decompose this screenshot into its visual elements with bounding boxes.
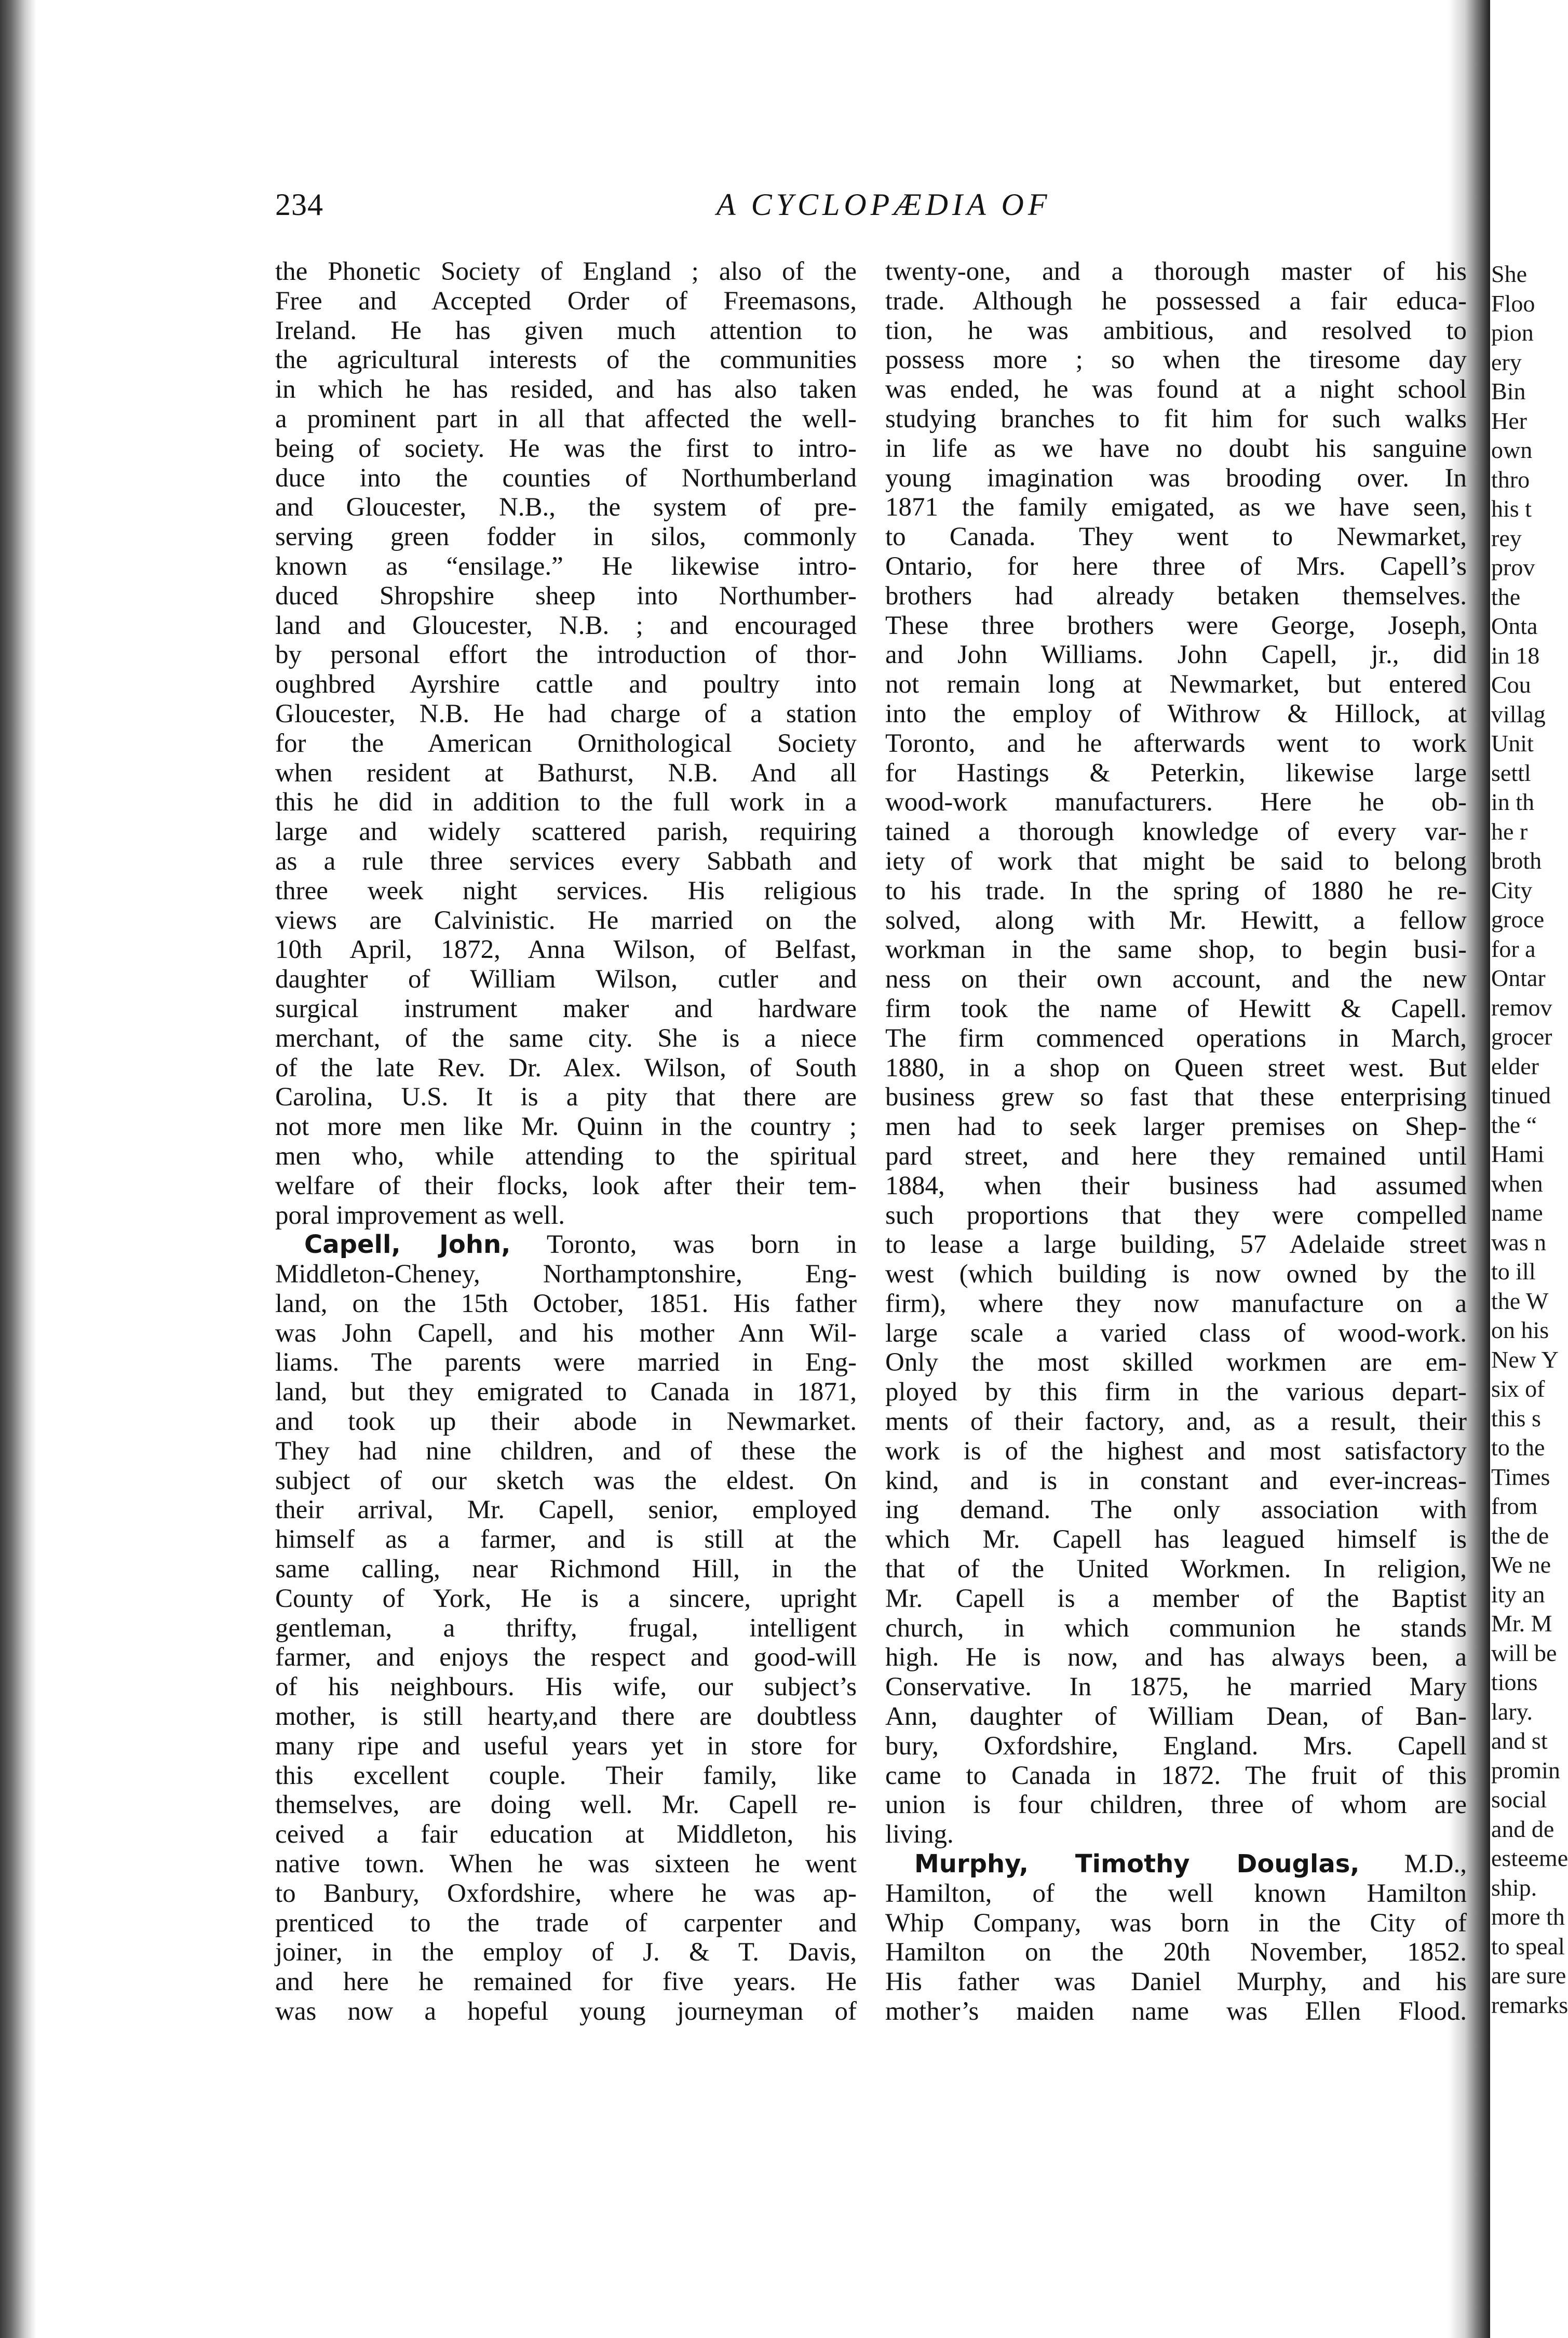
page-number: 234 bbox=[275, 187, 323, 222]
text-line: which Mr. Capell has leagued himself is bbox=[885, 1525, 1467, 1555]
text-line: the Phonetic Society of England ; also of the bbox=[275, 257, 857, 286]
neighbor-fragment-line: grocer bbox=[1491, 1023, 1552, 1050]
neighbor-fragment-line: settl bbox=[1491, 759, 1531, 786]
entry-name-murphy: Murphy, Timothy Douglas, bbox=[914, 1849, 1360, 1879]
text-line: was John Capell, and his mother Ann Wil- bbox=[275, 1318, 857, 1348]
text-line: studying branches to fit him for such walks bbox=[885, 404, 1467, 434]
text-line: when resident at Bathurst, N.B. And all bbox=[275, 758, 857, 788]
neighbor-fragment-line: to speal bbox=[1491, 1932, 1565, 1959]
neighbor-fragment-line: on his bbox=[1491, 1317, 1549, 1343]
text-line: prenticed to the trade of carpenter and bbox=[275, 1908, 857, 1938]
entry-capell-body bbox=[275, 1260, 857, 2026]
text-line: ing demand. The only association with bbox=[885, 1495, 1467, 1525]
text-line: duce into the counties of Northumberland bbox=[275, 463, 857, 493]
text-line: workman in the same shop, to begin busi- bbox=[885, 935, 1467, 965]
text-line: was now a hopeful young journeyman of bbox=[275, 1997, 857, 2026]
neighbor-fragment-line: Hami bbox=[1491, 1141, 1545, 1167]
text-line: not more men like Mr. Quinn in the country ; bbox=[275, 1112, 857, 1142]
neighbor-fragment-line: broth bbox=[1491, 847, 1542, 874]
neighbor-fragment-line: the W bbox=[1491, 1287, 1549, 1314]
text-line: The firm commenced operations in March, bbox=[885, 1023, 1467, 1053]
entry-murphy-timothy-douglas bbox=[885, 1849, 1467, 2026]
text-line: His father was Daniel Murphy, and his bbox=[885, 1967, 1467, 1997]
neighbor-fragment-line: the “ bbox=[1491, 1111, 1537, 1138]
text-line: young imagination was brooding over. In bbox=[885, 463, 1467, 493]
neighbor-fragment-line: New Y bbox=[1491, 1346, 1559, 1373]
text-line: Hamilton, of the well known Hamilton bbox=[885, 1878, 1467, 1908]
entry-name-capell: Capell, John, bbox=[304, 1230, 511, 1260]
text-line: views are Calvinistic. He married on the bbox=[275, 906, 857, 935]
text-line: ployed by this firm in the various depart- bbox=[885, 1377, 1467, 1407]
neighbor-fragment-line: for a bbox=[1491, 935, 1536, 962]
text-line: to Canada. They went to Newmarket, bbox=[885, 522, 1467, 552]
text-line: land, but they emigrated to Canada in 1871, bbox=[275, 1377, 857, 1407]
text-line: Mr. Capell is a member of the Baptist bbox=[885, 1584, 1467, 1613]
text-line: wood-work manufacturers. Here he ob- bbox=[885, 788, 1467, 817]
neighbor-fragment-line: prov bbox=[1491, 554, 1535, 580]
text-line: firm), where they now manufacture on a bbox=[885, 1289, 1467, 1318]
neighbor-fragment-line: tions bbox=[1491, 1669, 1538, 1695]
text-line: to lease a large building, 57 Adelaide street bbox=[885, 1230, 1467, 1260]
neighbor-fragment-line: and de bbox=[1491, 1815, 1555, 1842]
neighbor-fragment-line: villag bbox=[1491, 700, 1546, 727]
text-line: Conservative. In 1875, he married Mary bbox=[885, 1672, 1467, 1702]
neighbor-fragment-line: this s bbox=[1491, 1404, 1541, 1431]
text-line: land, on the 15th October, 1851. His father bbox=[275, 1289, 857, 1318]
entry-heading-line bbox=[275, 1230, 857, 1260]
text-line: native town. When he was sixteen he went bbox=[275, 1849, 857, 1879]
text-line: a prominent part in all that affected the well- bbox=[275, 404, 857, 434]
text-line: Toronto, and he afterwards went to work bbox=[885, 728, 1467, 758]
neighbor-fragment-line: remov bbox=[1491, 994, 1552, 1021]
text-line: this he did in addition to the full work in a bbox=[275, 788, 857, 817]
text-line: subject of our sketch was the eldest. On bbox=[275, 1466, 857, 1495]
text-line: high. He is now, and has always been, a bbox=[885, 1643, 1467, 1672]
left-column bbox=[275, 257, 857, 2026]
neighbor-fragment-line: to the bbox=[1491, 1434, 1545, 1461]
text-line: kind, and is in constant and ever-increas- bbox=[885, 1466, 1467, 1495]
text-line: himself as a farmer, and is still at the bbox=[275, 1525, 857, 1555]
neighbor-fragment-line: to ill bbox=[1491, 1258, 1536, 1285]
text-line: large and widely scattered parish, requiring bbox=[275, 817, 857, 847]
text-line: twenty-one, and a thorough master of his bbox=[885, 257, 1467, 286]
text-line: farmer, and enjoys the respect and good-will bbox=[275, 1643, 857, 1672]
text-line: Gloucester, N.B. He had charge of a station bbox=[275, 699, 857, 728]
neighbor-fragment-line: lary. bbox=[1491, 1698, 1533, 1725]
text-line: their arrival, Mr. Capell, senior, employed bbox=[275, 1495, 857, 1525]
text-line: Hamilton on the 20th November, 1852. bbox=[885, 1938, 1467, 1967]
neighbor-fragment-line: and st bbox=[1491, 1727, 1548, 1754]
neighbor-fragment-line: Times bbox=[1491, 1463, 1550, 1490]
text-line: was ended, he was found at a night school bbox=[885, 375, 1467, 404]
running-head: A CYCLOPÆDIA OF bbox=[717, 187, 1051, 222]
text-line: gentleman, a thrifty, frugal, intelligent bbox=[275, 1613, 857, 1643]
neighbor-fragment-line: six of bbox=[1491, 1375, 1545, 1402]
text-line: church, in which communion he stands bbox=[885, 1613, 1467, 1643]
text-line: men who, while attending to the spiritual bbox=[275, 1141, 857, 1171]
text-line: as a rule three services every Sabbath and bbox=[275, 846, 857, 876]
neighbor-fragment-line: the de bbox=[1491, 1522, 1549, 1549]
text-line: such proportions that they were compelled bbox=[885, 1200, 1467, 1230]
text-line: ments of their factory, and, as a result, their bbox=[885, 1407, 1467, 1437]
text-line: of the late Rev. Dr. Alex. Wilson, of South bbox=[275, 1053, 857, 1083]
text-line: Carolina, U.S. It is a pity that there are bbox=[275, 1083, 857, 1112]
text-line: Ann, daughter of William Dean, of Ban- bbox=[885, 1702, 1467, 1732]
text-line: union is four children, three of whom are bbox=[885, 1790, 1467, 1820]
text-line: iety of work that might be said to belong bbox=[885, 846, 1467, 876]
neighbor-fragment-line: pion bbox=[1491, 319, 1534, 346]
entry-capell-john bbox=[275, 1230, 857, 2026]
text-line: bury, Oxfordshire, England. Mrs. Capell bbox=[885, 1731, 1467, 1761]
text-line: solved, along with Mr. Hewitt, a fellow bbox=[885, 906, 1467, 935]
text-line: and took up their abode in Newmarket. bbox=[275, 1407, 857, 1437]
entry-murphy-body bbox=[885, 1879, 1467, 2026]
text-line: tained a thorough knowledge of every var- bbox=[885, 817, 1467, 847]
entry-heading-line bbox=[885, 1849, 1467, 1879]
text-line: brothers had already betaken themselves. bbox=[885, 581, 1467, 611]
text-line: Free and Accepted Order of Freemasons, bbox=[275, 286, 857, 316]
neighbor-fragment-line: groce bbox=[1491, 906, 1545, 933]
neighbor-fragment-line: She bbox=[1491, 261, 1527, 287]
text-line: and John Williams. John Capell, jr., did bbox=[885, 640, 1467, 670]
text-line: that of the United Workmen. In religion, bbox=[885, 1555, 1467, 1584]
text-line: large scale a varied class of wood-work. bbox=[885, 1318, 1467, 1348]
text-line: ceived a fair education at Middleton, his bbox=[275, 1820, 857, 1849]
text-line: and here he remained for five years. He bbox=[275, 1967, 857, 1997]
text-line: land and Gloucester, N.B. ; and encouraged bbox=[275, 611, 857, 640]
text-line: many ripe and useful years yet in store for bbox=[275, 1731, 857, 1761]
text-line: three week night services. His religious bbox=[275, 876, 857, 906]
neighbor-fragment-line: when bbox=[1491, 1170, 1543, 1197]
text-line: They had nine children, and of these the bbox=[275, 1436, 857, 1466]
text-line: firm took the name of Hewitt & Capell. bbox=[885, 994, 1467, 1023]
text-line: and Gloucester, N.B., the system of pre- bbox=[275, 493, 857, 522]
text-line: into the employ of Withrow & Hillock, at bbox=[885, 699, 1467, 728]
text-line: for the American Ornithological Society bbox=[275, 728, 857, 758]
text-line: trade. Although he possessed a fair educa- bbox=[885, 286, 1467, 316]
text-line: this excellent couple. Their family, like bbox=[275, 1761, 857, 1790]
text-line: These three brothers were George, Joseph, bbox=[885, 611, 1467, 640]
neighbor-fragment-line: in th bbox=[1491, 789, 1535, 815]
neighbor-fragment-line: ity an bbox=[1491, 1580, 1545, 1607]
neighbor-page-fragment bbox=[1491, 260, 1568, 2077]
text-line: mother, is still hearty,and there are doubtless bbox=[275, 1702, 857, 1732]
text-line: known as “ensilage.” He likewise intro- bbox=[275, 551, 857, 581]
neighbor-fragment-line: are sure bbox=[1491, 1962, 1566, 1989]
neighbor-fragment-line: he r bbox=[1491, 818, 1528, 845]
neighbor-fragment-line: social bbox=[1491, 1786, 1547, 1813]
text-line: pard street, and here they remained until bbox=[885, 1141, 1467, 1171]
entry-heading-rest: M.D., bbox=[1359, 1849, 1467, 1879]
neighbor-fragment-line: ery bbox=[1491, 348, 1522, 375]
text-line: to his trade. In the spring of 1880 he re- bbox=[885, 876, 1467, 906]
neighbor-fragment-line: will be bbox=[1491, 1639, 1557, 1666]
text-line: men had to seek larger premises on Shep- bbox=[885, 1112, 1467, 1142]
text-line: County of York, He is a sincere, upright bbox=[275, 1584, 857, 1613]
right-column bbox=[885, 257, 1467, 2026]
neighbor-fragment-line: name bbox=[1491, 1199, 1543, 1226]
text-line: for Hastings & Peterkin, likewise large bbox=[885, 758, 1467, 788]
text-line: Ireland. He has given much attention to bbox=[275, 316, 857, 345]
neighbor-fragment-line: Cou bbox=[1491, 671, 1531, 698]
text-line: poral improvement as well. bbox=[275, 1200, 565, 1230]
text-line: possess more ; so when the tiresome day bbox=[885, 345, 1467, 375]
text-line: in life as we have no doubt his sanguine bbox=[885, 434, 1467, 463]
left-column-continued-text bbox=[275, 257, 857, 1230]
neighbor-fragment-line: was n bbox=[1491, 1228, 1547, 1255]
text-line: mother’s maiden name was Ellen Flood. bbox=[885, 1997, 1467, 2026]
text-line: oughbred Ayrshire cattle and poultry into bbox=[275, 670, 857, 699]
text-line: came to Canada in 1872. The fruit of this bbox=[885, 1761, 1467, 1790]
neighbor-fragment-line: more th bbox=[1491, 1903, 1565, 1930]
neighbor-fragment-line: Ontar bbox=[1491, 965, 1546, 991]
text-line: Whip Company, was born in the City of bbox=[885, 1908, 1467, 1938]
neighbor-fragment-line: own bbox=[1491, 437, 1533, 463]
neighbor-fragment-line: Floo bbox=[1491, 290, 1535, 317]
neighbor-fragment-line: from bbox=[1491, 1493, 1538, 1519]
text-line: the agricultural interests of the communities bbox=[275, 345, 857, 375]
text-line: 1871 the family emigated, as we have seen, bbox=[885, 493, 1467, 522]
text-line: in which he has resided, and has also taken bbox=[275, 375, 857, 404]
text-line: merchant, of the same city. She is a niece bbox=[275, 1023, 857, 1053]
text-line: by personal effort the introduction of thor- bbox=[275, 640, 857, 670]
text-line: 1880, in a shop on Queen street west. But bbox=[885, 1053, 1467, 1083]
text-line: surgical instrument maker and hardware bbox=[275, 994, 857, 1023]
scan-edge-left bbox=[0, 0, 36, 2338]
text-line: not remain long at Newmarket, but entered bbox=[885, 670, 1467, 699]
neighbor-fragment-line: Her bbox=[1491, 407, 1527, 434]
neighbor-fragment-line: thro bbox=[1491, 466, 1530, 493]
neighbor-fragment-line: Mr. M bbox=[1491, 1610, 1552, 1637]
neighbor-fragment-line: rey bbox=[1491, 524, 1522, 551]
neighbor-fragment-line: esteeme bbox=[1491, 1845, 1568, 1871]
neighbor-fragment-line: We ne bbox=[1491, 1551, 1551, 1578]
neighbor-fragment-line: remarks bbox=[1491, 1991, 1568, 2018]
neighbor-fragment-line: the bbox=[1491, 583, 1521, 610]
neighbor-fragment-line: promin bbox=[1491, 1756, 1560, 1783]
neighbor-fragment-line: in 18 bbox=[1491, 642, 1540, 669]
right-column-continued-text bbox=[885, 257, 1467, 1849]
text-line: duced Shropshire sheep into Northumber- bbox=[275, 581, 857, 611]
text-line: of his neighbours. His wife, our subject’s bbox=[275, 1672, 857, 1702]
text-line: business grew so fast that these enterprising bbox=[885, 1083, 1467, 1112]
text-line: Ontario, for here three of Mrs. Capell’s bbox=[885, 551, 1467, 581]
text-line: living. bbox=[885, 1820, 954, 1849]
neighbor-fragment-line: his t bbox=[1491, 495, 1532, 522]
text-line: liams. The parents were married in Eng- bbox=[275, 1348, 857, 1377]
neighbor-fragment-line: tinued bbox=[1491, 1082, 1551, 1109]
text-line: daughter of William Wilson, cutler and bbox=[275, 965, 857, 994]
text-line: work is of the highest and most satisfactory bbox=[885, 1436, 1467, 1466]
text-line: Only the most skilled workmen are em- bbox=[885, 1348, 1467, 1377]
text-line: 1884, when their business had assumed bbox=[885, 1171, 1467, 1200]
text-line: 10th April, 1872, Anna Wilson, of Belfast, bbox=[275, 935, 857, 965]
text-line: to Banbury, Oxfordshire, where he was ap- bbox=[275, 1878, 857, 1908]
text-line: joiner, in the employ of J. & T. Davis, bbox=[275, 1938, 857, 1967]
text-line: themselves, are doing well. Mr. Capell re- bbox=[275, 1790, 857, 1820]
text-line: tion, he was ambitious, and resolved to bbox=[885, 316, 1467, 345]
page-header bbox=[275, 187, 1449, 228]
text-line: being of society. He was the first to intro- bbox=[275, 434, 857, 463]
text-line: welfare of their flocks, look after their tem- bbox=[275, 1171, 857, 1200]
text-line: same calling, near Richmond Hill, in the bbox=[275, 1555, 857, 1584]
neighbor-fragment-line: Bin bbox=[1491, 378, 1526, 404]
text-line: ness on their own account, and the new bbox=[885, 965, 1467, 994]
neighbor-fragment-line: ship. bbox=[1491, 1874, 1537, 1901]
neighbor-fragment-line: elder bbox=[1491, 1052, 1539, 1079]
neighbor-fragment-line: Unit bbox=[1491, 730, 1534, 756]
text-line: serving green fodder in silos, commonly bbox=[275, 522, 857, 552]
text-line: west (which building is now owned by the bbox=[885, 1260, 1467, 1289]
neighbor-fragment-line: Onta bbox=[1491, 613, 1538, 639]
text-line: Middleton-Cheney, Northamptonshire, Eng- bbox=[275, 1260, 857, 1289]
entry-heading-rest: Toronto, was born in bbox=[510, 1230, 857, 1260]
neighbor-fragment-line: City bbox=[1491, 876, 1533, 903]
